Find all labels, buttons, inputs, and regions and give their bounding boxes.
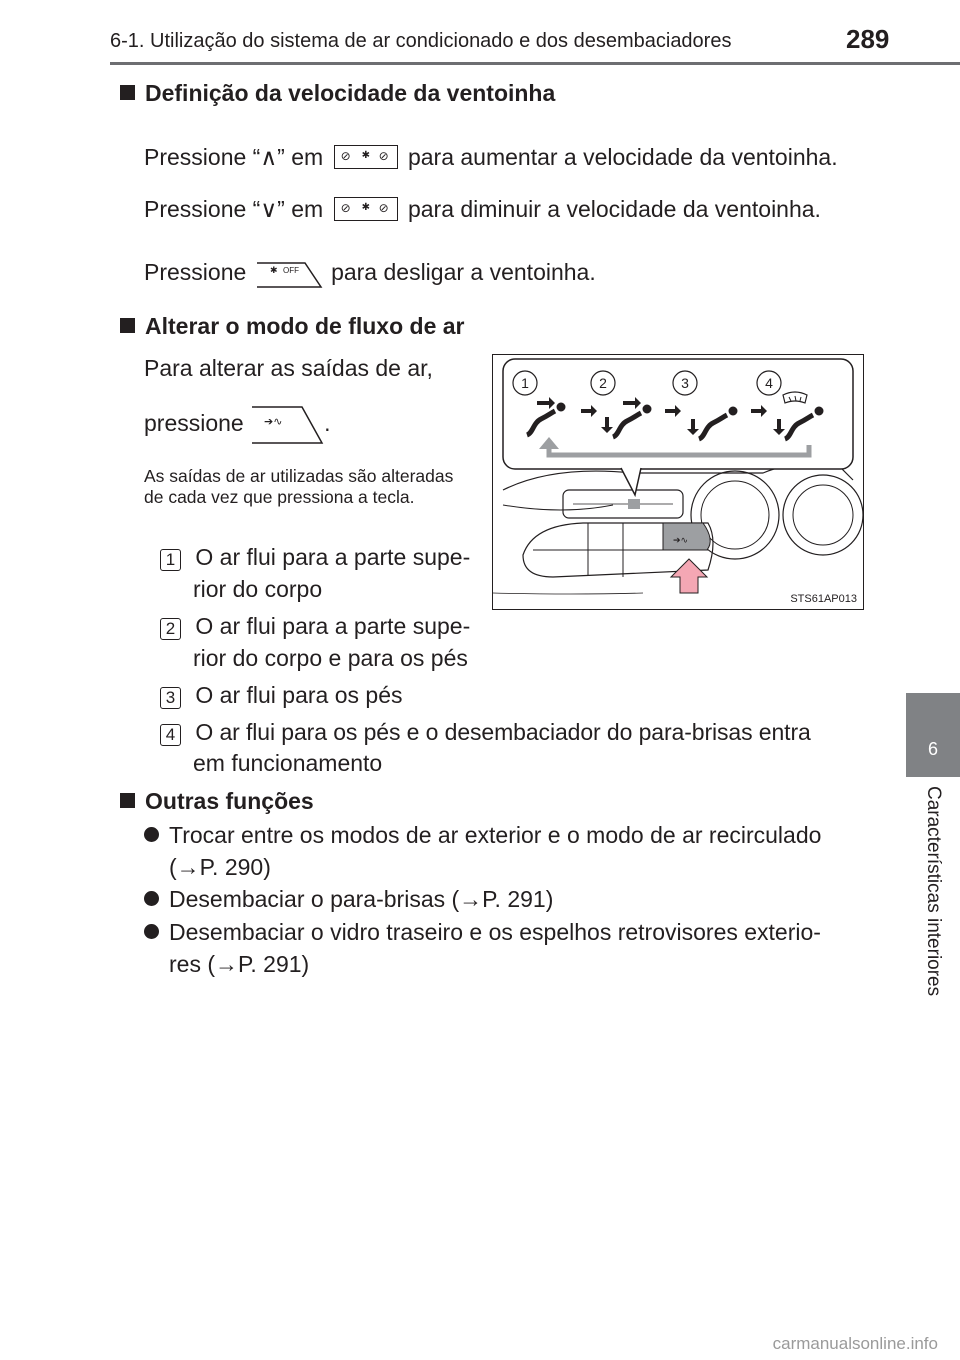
section-marker-icon bbox=[120, 318, 135, 333]
mode-item-3: 3 O ar flui para os pés bbox=[160, 682, 403, 709]
airflow-figure bbox=[492, 354, 864, 610]
chapter-tab[interactable] bbox=[906, 693, 960, 777]
fan-increase-line: Pressione “∧” em ⊘ ✱ ⊘ para aumentar a velocidade da ventoinha. bbox=[144, 144, 838, 170]
off-label: OFF bbox=[282, 266, 299, 275]
figure-mode-number: 4 bbox=[765, 375, 773, 391]
mode-number: 4 bbox=[160, 724, 181, 746]
airflow-intro-2: pressione ➔∿ . bbox=[144, 403, 331, 447]
chapter-title: Características interiores bbox=[923, 785, 944, 997]
bullet-icon bbox=[144, 827, 159, 842]
bullet-icon bbox=[144, 924, 159, 939]
fan-speed-heading: Definição da velocidade da ventoinha bbox=[120, 80, 555, 107]
chapter-label bbox=[906, 786, 960, 996]
fan-off-button-icon bbox=[255, 259, 323, 289]
mode-item-1-cont: rior do corpo bbox=[193, 576, 323, 602]
other-item-1: Trocar entre os modos de ar exterior e o modo de ar recirculado bbox=[144, 822, 821, 849]
bullet-icon bbox=[144, 891, 159, 906]
vent-marker bbox=[628, 499, 640, 509]
watermark: carmanualsonline.info bbox=[772, 1334, 938, 1353]
airflow-mode-button-icon bbox=[250, 403, 324, 447]
mode-item-2-cont: rior do corpo e para os pés bbox=[193, 645, 468, 671]
figure-code: STS61AP013 bbox=[790, 593, 857, 605]
control-dial-right bbox=[783, 475, 863, 555]
airflow-heading: Alterar o modo de fluxo de ar bbox=[120, 313, 465, 340]
fan-speed-button-icon: ⊘ ✱ ⊘ bbox=[334, 145, 398, 169]
mode-item-2: 2 O ar flui para a parte supe- bbox=[160, 613, 470, 640]
airflow-intro-1: Para alterar as saídas de ar, bbox=[144, 355, 433, 381]
mode-number: 1 bbox=[160, 549, 181, 571]
figure-mode-number: 1 bbox=[521, 375, 529, 391]
other-item-3-ref[interactable]: res (→P. 291) bbox=[169, 951, 310, 977]
mode-number: 2 bbox=[160, 618, 181, 640]
airflow-diagram bbox=[493, 355, 863, 609]
mode-item-1: 1 O ar flui para a parte supe- bbox=[160, 544, 470, 571]
chapter-number: 6 bbox=[927, 739, 938, 759]
other-item-3: Desembaciar o vidro traseiro e os espelhos retrovisores exterio- bbox=[144, 919, 821, 946]
svg-text:➔∿: ➔∿ bbox=[264, 415, 283, 428]
other-functions-heading: Outras funções bbox=[120, 788, 314, 815]
header-rule bbox=[110, 62, 960, 65]
figure-mode-number: 3 bbox=[681, 375, 689, 391]
other-item-1-ref[interactable]: (→P. 290) bbox=[169, 854, 271, 880]
page-number: 289 bbox=[846, 24, 890, 54]
svg-text:➔∿: ➔∿ bbox=[673, 536, 689, 546]
section-title: 6-1. Utilização do sistema de ar condicionado e dos desembaciadores bbox=[110, 30, 732, 52]
fan-off-line: Pressione ✱ OFF para desligar a ventoinha. bbox=[144, 259, 596, 289]
press-arrow-icon bbox=[671, 559, 707, 593]
section-marker-icon bbox=[120, 85, 135, 100]
section-marker-icon bbox=[120, 793, 135, 808]
fan-speed-button-icon: ⊘ ✱ ⊘ bbox=[334, 197, 398, 221]
mode-item-4: 4 O ar flui para os pés e o desembaciador do para-brisas entra bbox=[160, 719, 811, 746]
airflow-note: As saídas de ar utilizadas são alteradas de cada vez que pressiona a tecla. bbox=[144, 466, 454, 507]
fan-decrease-line: Pressione “∨” em ⊘ ✱ ⊘ para diminuir a velocidade da ventoinha. bbox=[144, 196, 821, 222]
figure-mode-number: 2 bbox=[599, 375, 607, 391]
other-item-2: Desembaciar o para-brisas (→P. 291) bbox=[144, 886, 553, 913]
mode-item-4-cont: em funcionamento bbox=[193, 750, 383, 776]
svg-text:✱: ✱ bbox=[269, 266, 278, 276]
mode-number: 3 bbox=[160, 687, 181, 709]
